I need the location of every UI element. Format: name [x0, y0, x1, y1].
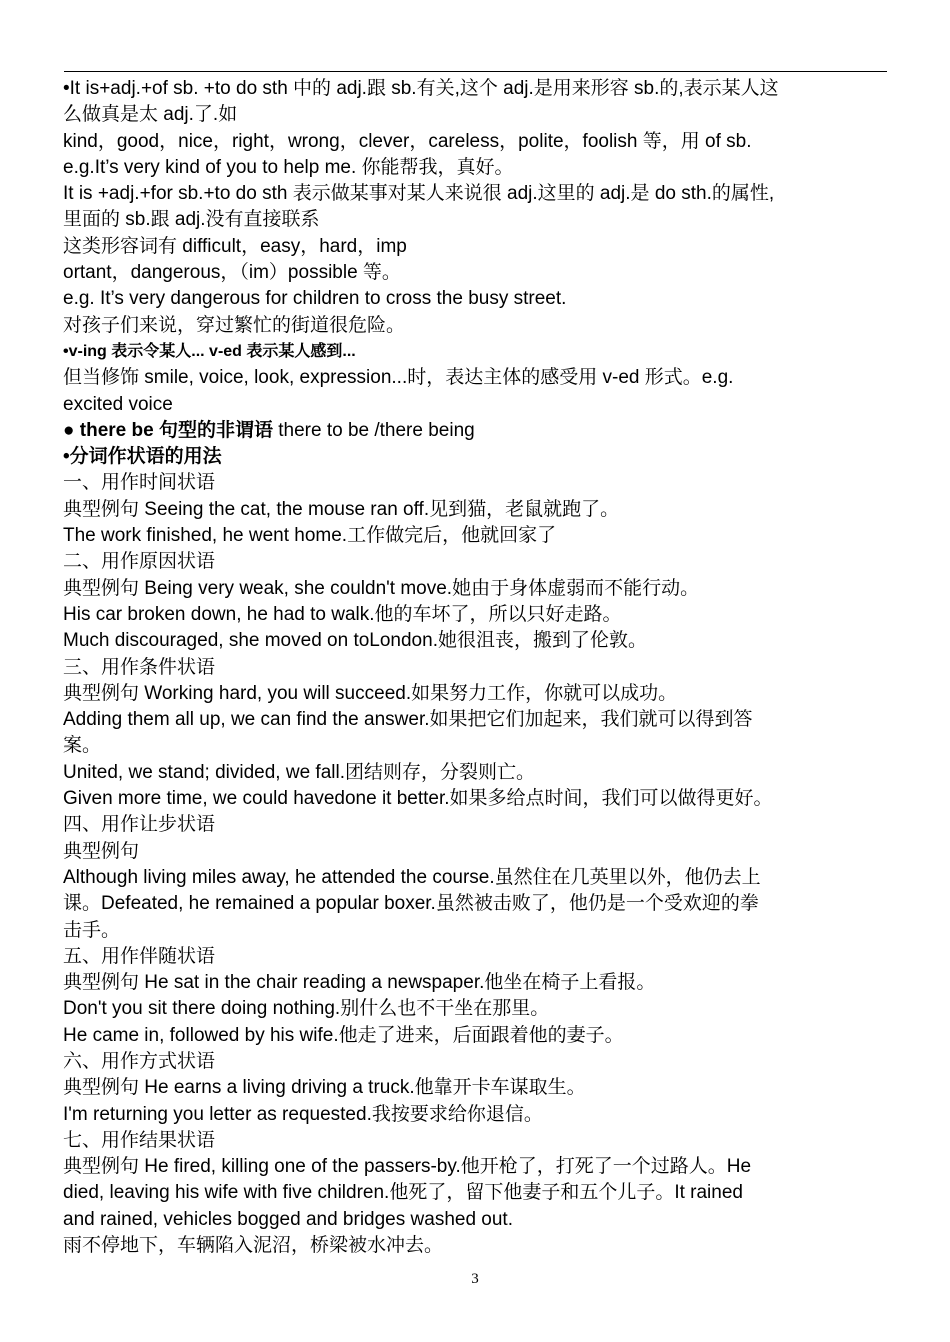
text-line: 但当修饰 smile, voice, look, expression...时，表达主体的感受用 v-ed 形式。e.g. [63, 367, 734, 389]
section-heading: •v-ing 表示令某人... v-ed 表示某人感到... [63, 342, 356, 360]
subsection-heading: 一、用作时间状语 [63, 472, 216, 494]
text-line: Don't you sit there doing nothing.别什么也不干坐在那里。 [63, 998, 550, 1020]
subsection-heading: 四、用作让步状语 [63, 814, 216, 836]
subsection-heading: 二、用作原因状语 [63, 551, 216, 573]
document-body [63, 76, 891, 1259]
text-line: •It is+adj.+of sb. +to do sth 中的 adj.跟 sb.有关,这个 adj.是用来形容 sb.的,表示某人这 [63, 78, 779, 99]
text-line: 里面的 sb.跟 adj.没有直接联系 [63, 209, 320, 231]
text-line: 典型例句 Being very weak, she couldn't move.她由于身体虚弱而不能行动。 [63, 577, 700, 599]
text-line: excited voice [63, 393, 173, 415]
text-line: kind，good，nice，right，wrong，clever，careless，polite，foolish 等，用 of sb. [63, 130, 752, 152]
section-heading: ● there be 句型的非谓语 [63, 419, 273, 441]
text-line: 击手。 [63, 919, 121, 941]
text-line: 典型例句 He fired, killing one of the passers-by.他开枪了，打死了一个过路人。He [63, 1156, 752, 1178]
there-be-line [63, 418, 891, 444]
text-fragment: there to be /there being [272, 419, 475, 441]
text-line: ortant，dangerous，（im）possible 等。 [63, 262, 401, 284]
text-line: Much discouraged, she moved on toLondon.她很沮丧，搬到了伦敦。 [63, 630, 647, 652]
text-line: 典型例句 [63, 840, 140, 862]
text-line: 雨不停地下，车辆陷入泥沼，桥梁被水冲去。 [63, 1235, 444, 1257]
text-line: 案。 [63, 735, 102, 757]
text-line: and rained, vehicles bogged and bridges washed out. [63, 1208, 513, 1230]
subsection-heading: 六、用作方式状语 [63, 1050, 216, 1072]
page-number: 3 [471, 1271, 479, 1287]
text-line: It is +adj.+for sb.+to do sth 表示做某事对某人来说很 adj.这里的 adj.是 do sth.的属性, [63, 183, 775, 205]
text-line: 这类形容词有 difficult，easy，hard，imp [63, 235, 407, 257]
text-line: e.g. It’s very dangerous for children to cross the busy street. [63, 288, 567, 310]
text-line: 典型例句 He sat in the chair reading a newspaper.他坐在椅子上看报。 [63, 972, 656, 994]
section-heading: •分词作状语的用法 [63, 446, 222, 468]
text-line: 典型例句 Seeing the cat, the mouse ran off.见到猫，老鼠就跑了。 [63, 498, 620, 520]
text-line: The work finished, he went home.工作做完后，他就回家了 [63, 525, 557, 547]
text-line: Given more time, we could havedone it better.如果多给点时间，我们可以做得更好。 [63, 788, 773, 810]
text-line: Adding them all up, we can find the answer.如果把它们加起来，我们就可以得到答 [63, 709, 753, 731]
text-line: I'm returning you letter as requested.我按要求给你退信。 [63, 1103, 543, 1125]
text-line: 课。Defeated, he remained a popular boxer.虽然被击败了，他仍是一个受欢迎的拳 [63, 893, 759, 915]
text-line: 典型例句 He earns a living driving a truck.他靠开卡车谋取生。 [63, 1077, 586, 1099]
subsection-heading: 七、用作结果状语 [63, 1129, 216, 1151]
header-rule [64, 71, 887, 72]
subsection-heading: 三、用作条件状语 [63, 656, 216, 678]
text-line: United, we stand; divided, we fall.团结则存，分裂则亡。 [63, 761, 535, 783]
text-line: Although living miles away, he attended the course.虽然住在几英里以外，他仍去上 [63, 866, 761, 888]
subsection-heading: 五、用作伴随状语 [63, 945, 216, 967]
text-line: His car broken down, he had to walk.他的车坏了，所以只好走路。 [63, 603, 622, 625]
text-line: 么做真是太 adj.了.如 [63, 104, 238, 126]
text-line: 典型例句 Working hard, you will succeed.如果努力工作，你就可以成功。 [63, 682, 678, 704]
text-line: e.g.It’s very kind of you to help me. 你能帮我，真好。 [63, 156, 514, 178]
text-line: 对孩子们来说，穿过繁忙的街道很危险。 [63, 314, 406, 336]
text-line: died, leaving his wife with five children.他死了，留下他妻子和五个儿子。It rained [63, 1182, 743, 1204]
text-line: He came in, followed by his wife.他走了进来，后面跟着他的妻子。 [63, 1024, 624, 1046]
